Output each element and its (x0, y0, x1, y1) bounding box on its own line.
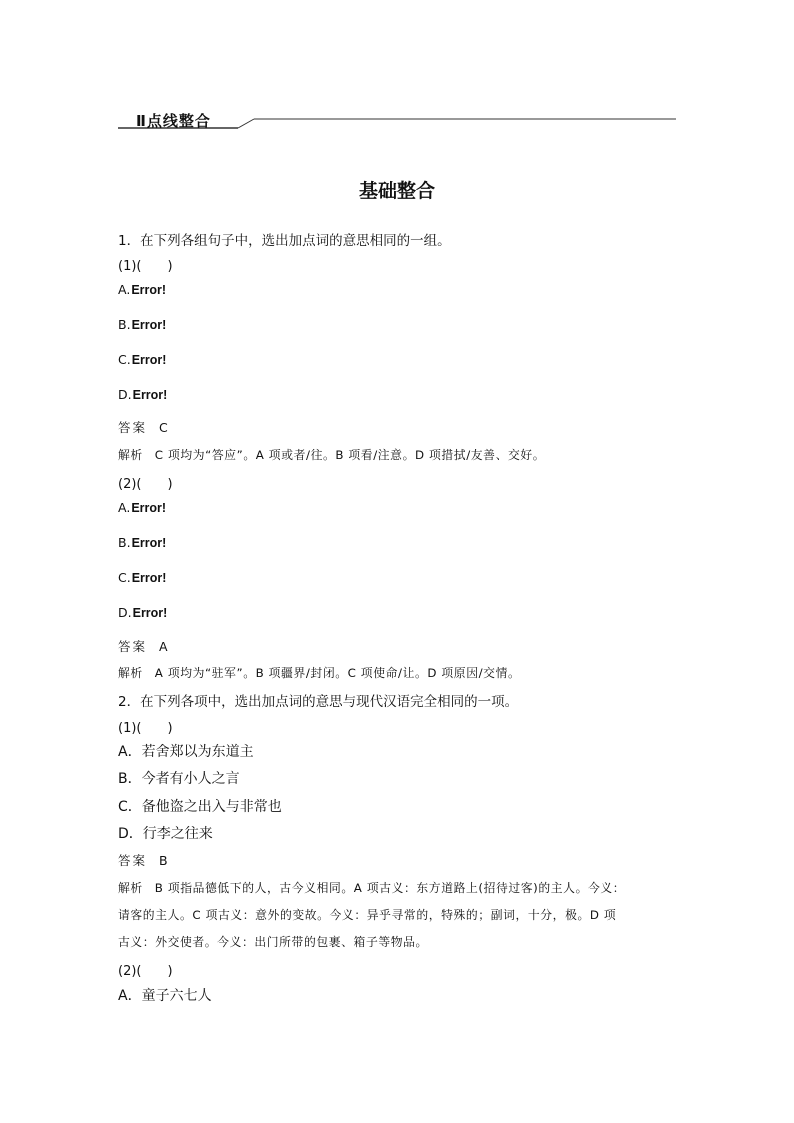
answer-label: 答案 (118, 420, 148, 435)
question-1-part-1-label: (1)( ) (118, 259, 173, 274)
option-letter: C. (118, 352, 131, 367)
option-d: D．行李之往来 (118, 826, 213, 842)
answer-line (118, 418, 168, 436)
question-2-part-2-label: (2)( ) (118, 964, 173, 979)
explanation-line (118, 446, 545, 463)
option-text: Error! (131, 501, 167, 515)
answer-label: 答案 (118, 639, 148, 654)
option-letter: A. (118, 500, 131, 515)
option-text: Error! (132, 606, 168, 620)
question-2-part-1-label: (1)( ) (118, 721, 173, 736)
option-b (118, 535, 166, 550)
explanation-line (118, 879, 625, 896)
option-letter: B. (118, 535, 131, 550)
answer-line (118, 851, 168, 869)
question-1-stem: 1．在下列各组句子中，选出加点词的意思相同的一组。 (118, 233, 451, 249)
page-title: 基础整合 (358, 180, 435, 202)
option-b: B．今者有小人之言 (118, 771, 240, 787)
explanation-text: B 项指品德低下的人，古今义相同。A 项古义：东方道路上(招待过客)的主人。今义： (154, 881, 626, 895)
explanation-text: C 项均为“答应”。A 项或者/往。B 项看/注意。D 项措拭/友善、交好。 (154, 448, 546, 462)
option-text: Error! (131, 571, 167, 585)
explanation-label: 解析 (118, 881, 143, 895)
option-b (118, 317, 166, 332)
option-text: Error! (131, 318, 167, 332)
option-a (118, 282, 166, 297)
answer-label: 答案 (118, 853, 148, 868)
option-a: A．童子六七人 (118, 988, 212, 1004)
answer-value: B (159, 853, 168, 868)
option-a (118, 500, 166, 515)
explanation-line (118, 664, 520, 681)
answer-value: A (159, 639, 168, 654)
explanation-line: 古义：外交使者。今义：出门所带的包裹、箱子等物品。 (118, 935, 428, 949)
option-c: C．备他盗之出入与非常也 (118, 799, 282, 815)
option-text: Error! (131, 353, 167, 367)
option-letter: B. (118, 317, 131, 332)
explanation-line: 请客的主人。C 项古义：意外的变故。今义：异乎寻常的，特殊的；副词，十分，极。D 项 (118, 908, 617, 922)
explanation-text: A 项均为“驻军”。B 项疆界/封闭。C 项使命/让。D 项原因/交情。 (154, 666, 521, 680)
explanation-label: 解析 (118, 448, 143, 462)
section-header (118, 108, 678, 132)
option-d (118, 605, 167, 620)
option-letter: C. (118, 570, 131, 585)
option-a: A．若舍郑以为东道主 (118, 744, 254, 760)
explanation-label: 解析 (118, 666, 143, 680)
option-letter: D. (118, 387, 132, 402)
option-c (118, 570, 166, 585)
question-1-part-2-label: (2)( ) (118, 477, 173, 492)
option-text: Error! (131, 536, 167, 550)
section-title: Ⅱ点线整合 (136, 112, 211, 130)
option-text: Error! (132, 388, 168, 402)
option-letter: A. (118, 282, 131, 297)
option-text: Error! (131, 283, 167, 297)
option-letter: D. (118, 605, 132, 620)
answer-line (118, 637, 168, 655)
option-d (118, 387, 167, 402)
option-c (118, 352, 166, 367)
answer-value: C (159, 420, 168, 435)
question-2-stem: 2．在下列各项中，选出加点词的意思与现代汉语完全相同的一项。 (118, 694, 519, 710)
